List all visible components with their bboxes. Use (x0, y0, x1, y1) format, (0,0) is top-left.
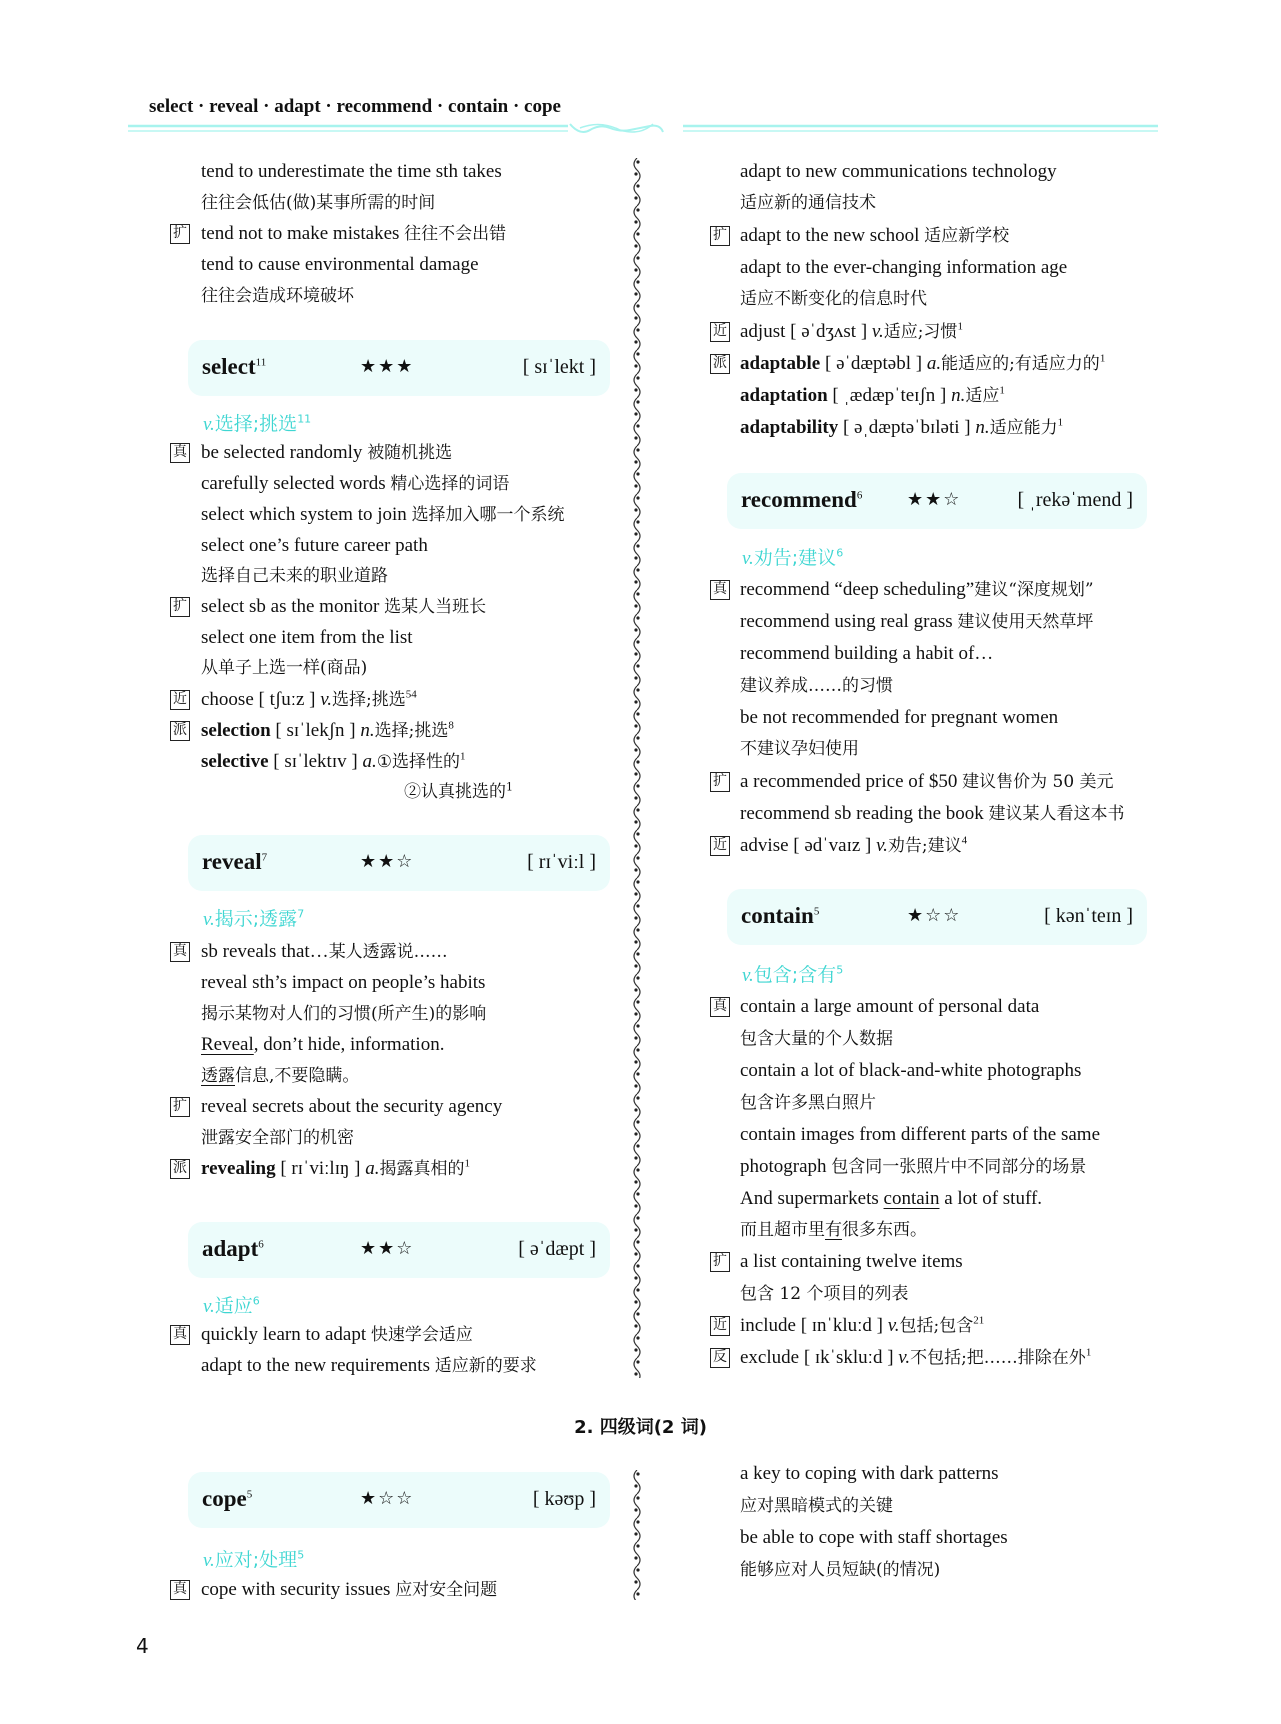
translation-line: 往往会低估(做)某事所需的时间 (201, 193, 436, 213)
translation-line: 包含 12 个项目的列表 (740, 1284, 909, 1304)
meaning: v.选择;挑选$^{11}$ (203, 412, 312, 435)
example-line: select sb as the monitor 选某人当班长 (201, 596, 487, 617)
example-line: quickly learn to adapt 快速学会适应 (201, 1324, 473, 1345)
translation-sentence: 而且超市里有很多东西。 (740, 1220, 927, 1240)
phonetic: [ əˈdæpt ] (518, 1238, 596, 1260)
star-rating-icon: ★★☆ (360, 851, 415, 872)
derivative-line: adaptability [ əˌdæptəˈbɪləti ] n.适应能力$^1$ (740, 416, 1064, 438)
example-line: a recommended price of $50 建议售价为 50 美元 (740, 771, 1114, 792)
column-divider-wavy (630, 158, 644, 1378)
word-header-reveal (188, 835, 610, 891)
tag-real-exam-icon: 真 (170, 1580, 190, 1600)
derivative-sense-2: ②认真挑选的$^1$ (404, 780, 513, 802)
example-line: adapt to the new school 适应新学校 (740, 225, 1010, 246)
derivative-line: adaptable [ əˈdæptəbl ] a.能适应的;有适应力的$^1$ (740, 352, 1106, 374)
example-sentence: Reveal, don’t hide, information. (201, 1034, 445, 1055)
example-line: select which system to join 选择加入哪一个系统 (201, 504, 565, 525)
page-header-title: select · reveal · adapt · recommend · contain · cope (149, 96, 561, 117)
headword: select$^{11}$ (202, 354, 267, 379)
star-rating-icon: ★☆☆ (907, 905, 962, 926)
example-line: recommend “deep scheduling”建议“深度规划” (740, 579, 1094, 600)
translation-line: 往往会造成环境破坏 (201, 286, 354, 306)
word-header-recommend (727, 473, 1147, 529)
translation-line: 揭示某物对人们的习惯(所产生)的影响 (201, 1004, 487, 1024)
synonym-line: choose [ tʃuːz ] v.选择;挑选$^{54}$ (201, 688, 417, 710)
phonetic: [ sɪˈlekt ] (522, 356, 596, 378)
example-line: select one’s future career path (201, 535, 428, 556)
example-line: reveal secrets about the security agency (201, 1096, 503, 1117)
page-number: 4 (136, 1634, 149, 1658)
translation-line: 适应不断变化的信息时代 (740, 289, 927, 309)
tag-extension-icon: 扩 (170, 597, 190, 617)
meaning: v.适应$^6$ (203, 1294, 260, 1317)
translation-line: 不建议孕妇使用 (740, 739, 859, 759)
headword: reveal$^7$ (202, 849, 268, 874)
example-sentence: And supermarkets contain a lot of stuff. (740, 1188, 1043, 1209)
example-line: photograph 包含同一张照片中不同部分的场景 (740, 1156, 1087, 1177)
example-line: recommend using real grass 建议使用天然草坪 (740, 611, 1094, 632)
phonetic: [ kəʊp ] (532, 1488, 596, 1510)
translation-line: 适应新的通信技术 (740, 193, 876, 213)
star-rating-icon: ★★☆ (360, 1238, 415, 1259)
example-line: be not recommended for pregnant women (740, 707, 1059, 728)
word-header-adapt (188, 1222, 610, 1278)
synonym-line: adjust [ əˈdʒʌst ] v.适应;习惯$^1$ (740, 320, 963, 342)
example-line: adapt to the new requirements 适应新的要求 (201, 1355, 537, 1376)
headword: cope$^5$ (202, 1486, 253, 1511)
tag-derivative-icon: 派 (710, 354, 730, 374)
translation-line: 包含大量的个人数据 (740, 1029, 893, 1049)
example-line: tend not to make mistakes 往往不会出错 (201, 223, 507, 244)
headword: recommend$^6$ (741, 487, 863, 512)
translation-line: 能够应对人员短缺(的情况) (740, 1560, 941, 1580)
example-line: sb reveals that…某人透露说…… (201, 941, 448, 962)
example-line: be selected randomly 被随机挑选 (201, 442, 453, 463)
word-header-select (188, 340, 610, 396)
tag-synonym-icon: 近 (710, 322, 730, 342)
section-title: 2. 四级词(2 词) (574, 1417, 707, 1438)
tag-extension-icon: 扩 (170, 224, 190, 244)
tag-derivative-icon: 派 (170, 1159, 190, 1179)
example-line: be able to cope with staff shortages (740, 1527, 1008, 1548)
phonetic: [ ˌrekəˈmend ] (1017, 489, 1133, 511)
example-line: tend to underestimate the time sth takes (201, 161, 502, 182)
derivative-line: selective [ sɪˈlektɪv ] a.①选择性的$^1$ (201, 750, 466, 772)
translation-line: 包含许多黑白照片 (740, 1093, 876, 1113)
example-line: adapt to the ever-changing information age (740, 257, 1068, 278)
derivative-line: selection [ sɪˈlekʃn ] n.选择;挑选$^8$ (201, 719, 454, 741)
example-line: recommend sb reading the book 建议某人看这本书 (740, 803, 1125, 824)
example-line: recommend building a habit of… (740, 643, 994, 664)
example-line: adapt to new communications technology (740, 161, 1057, 182)
translation-line: 从单子上选一样(商品) (201, 658, 368, 678)
column-divider-wavy-2 (630, 1470, 644, 1600)
tag-extension-icon: 扩 (710, 1252, 730, 1272)
tag-synonym-icon: 近 (710, 1316, 730, 1336)
example-line: contain a large amount of personal data (740, 996, 1040, 1017)
translation-line: 选择自己未来的职业道路 (201, 566, 388, 586)
tag-derivative-icon: 派 (170, 721, 190, 741)
tag-real-exam-icon: 真 (710, 580, 730, 600)
headword: adapt$^6$ (202, 1236, 264, 1261)
antonym-line: exclude [ ɪkˈskluːd ] v.不包括;把……排除在外$^1$ (740, 1346, 1092, 1368)
synonym-line: include [ ɪnˈkluːd ] v.包括;包含$^{21}$ (740, 1314, 985, 1336)
star-rating-icon: ★★★ (360, 356, 415, 377)
tag-antonym-icon: 反 (710, 1348, 730, 1368)
meaning: v.应对;处理$^5$ (203, 1548, 305, 1571)
translation-sentence: 透露信息,不要隐瞒。 (201, 1066, 360, 1086)
translation-line: 建议养成……的习惯 (740, 676, 893, 696)
derivative-line: adaptation [ ˌædæpˈteɪʃn ] n.适应$^1$ (740, 384, 1005, 406)
headword: contain$^5$ (741, 903, 820, 928)
meaning: v.揭示;透露$^7$ (203, 907, 305, 930)
example-line: select one item from the list (201, 627, 413, 648)
example-line: contain a lot of black-and-white photographs (740, 1060, 1082, 1081)
phonetic: [ rɪˈviːl ] (527, 851, 596, 873)
tag-real-exam-icon: 真 (170, 942, 190, 962)
word-header-cope (188, 1472, 610, 1528)
synonym-line: advise [ ədˈvaɪz ] v.劝告;建议$^4$ (740, 834, 968, 856)
tag-extension-icon: 扩 (710, 772, 730, 792)
example-line: tend to cause environmental damage (201, 254, 479, 275)
translation-line: 应对黑暗模式的关键 (740, 1496, 893, 1516)
tag-real-exam-icon: 真 (710, 997, 730, 1017)
star-rating-icon: ★☆☆ (360, 1488, 415, 1509)
example-line: carefully selected words 精心选择的词语 (201, 473, 510, 494)
meaning: v.劝告;建议$^6$ (742, 546, 844, 569)
phonetic: [ kənˈteɪn ] (1044, 905, 1133, 927)
tag-real-exam-icon: 真 (170, 443, 190, 463)
translation-line: 泄露安全部门的机密 (201, 1128, 354, 1148)
example-line: reveal sth’s impact on people’s habits (201, 972, 486, 993)
tag-extension-icon: 扩 (170, 1097, 190, 1117)
example-line: contain images from different parts of the same (740, 1124, 1100, 1145)
tag-synonym-icon: 近 (170, 690, 190, 710)
tag-real-exam-icon: 真 (170, 1325, 190, 1345)
example-line: a key to coping with dark patterns (740, 1463, 999, 1484)
meaning: v.包含;含有$^5$ (742, 963, 844, 986)
derivative-line: revealing [ rɪˈviːlɪŋ ] a.揭露真相的$^1$ (201, 1157, 470, 1179)
word-header-contain (727, 889, 1147, 945)
example-line: cope with security issues 应对安全问题 (201, 1579, 498, 1600)
tag-synonym-icon: 近 (710, 836, 730, 856)
tag-extension-icon: 扩 (710, 226, 730, 246)
example-line: a list containing twelve items (740, 1251, 963, 1272)
header-decorative-rule (128, 120, 1158, 136)
star-rating-icon: ★★☆ (907, 489, 962, 510)
